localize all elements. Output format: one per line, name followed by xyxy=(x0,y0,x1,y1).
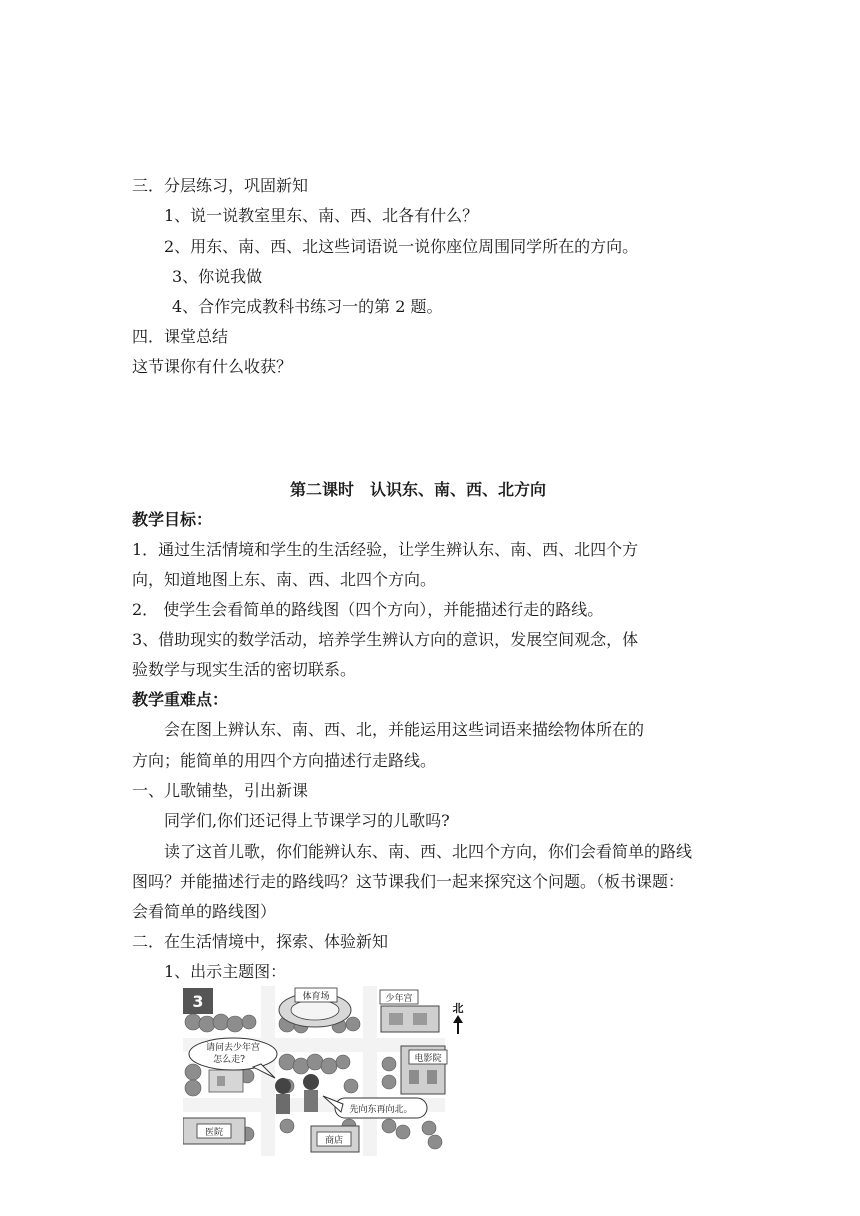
section3-item-1: 1、说一说教室里东、南、西、北各有什么？ xyxy=(164,206,479,225)
stadium-label: 体育场 xyxy=(302,992,330,1002)
goal-line-2: 向，知道地图上东、南、西、北四个方向。 xyxy=(132,570,437,589)
goals-heading: 教学目标： xyxy=(132,510,213,529)
shop-building xyxy=(311,1126,359,1152)
goal-line-3: 2． 使学生会看简单的路线图（四个方向），并能描述行走的路线。 xyxy=(132,600,604,619)
bubble-answer: 先向东再向北。 xyxy=(349,1105,413,1115)
youth-palace-label: 少年宫 xyxy=(385,994,413,1004)
key-line-1: 会在图上辨认东、南、西、北，并能运用这些词语来描绘物体所在的 xyxy=(164,720,645,739)
goal-line-5: 验数学与现实生活的密切联系。 xyxy=(132,660,357,679)
key-line-2: 方向；能简单的用四个方向描述行走路线。 xyxy=(132,751,437,770)
hospital-label: 医院 xyxy=(204,1128,224,1138)
hospital-building xyxy=(183,1118,245,1144)
bubble-question-line-1: 请问去少年宫 xyxy=(205,1043,261,1053)
bubble-question-line-2: 怎么走? xyxy=(213,1055,245,1065)
part1-heading: 一、儿歌铺垫，引出新课 xyxy=(132,781,309,800)
lesson-title: 第二课时 认识东、南、西、北方向 xyxy=(290,480,547,499)
section3-item-3: 3、你说我做 xyxy=(172,267,263,286)
part1-line-1: 同学们,你们还记得上节课学习的儿歌吗? xyxy=(164,811,450,830)
cinema-building xyxy=(401,1046,447,1094)
part1-line-3: 图吗？并能描述行走的路线吗？这节课我们一起来探究这个问题。（板书课题： xyxy=(132,872,685,891)
theme-map xyxy=(183,986,471,1156)
key-heading: 教学重难点： xyxy=(132,690,229,709)
part2-item-1: 1、出示主题图： xyxy=(164,962,287,981)
section3-item-2: 2、用东、南、西、北这些词语说一说你座位周围同学所在的方向。 xyxy=(164,237,639,256)
section3-heading: 三．分层练习，巩固新知 xyxy=(132,176,309,195)
section4-heading: 四．课堂总结 xyxy=(132,327,229,346)
map-number: 3 xyxy=(192,992,204,1011)
goal-line-4: 3、借助现实的数学活动，培养学生辨认方向的意识，发展空间观念，体 xyxy=(132,630,639,649)
north-label: 北 xyxy=(452,1002,464,1015)
cinema-label: 电影院 xyxy=(414,1054,442,1064)
section3-item-4: 4、合作完成教科书练习一的第 2 题。 xyxy=(172,297,443,316)
part1-line-2: 读了这首儿歌，你们能辨认东、南、西、北四个方向，你们会看简单的路线 xyxy=(164,842,693,861)
shop-label: 商店 xyxy=(324,1136,344,1146)
part2-heading: 二．在生活情境中，探索、体验新知 xyxy=(132,932,389,951)
part1-line-4: 会看简单的路线图） xyxy=(132,902,277,921)
goal-line-1: 1．通过生活情境和学生的生活经验，让学生辨认东、南、西、北四个方 xyxy=(132,540,639,559)
section4-text: 这节课你有什么收获？ xyxy=(132,357,293,376)
